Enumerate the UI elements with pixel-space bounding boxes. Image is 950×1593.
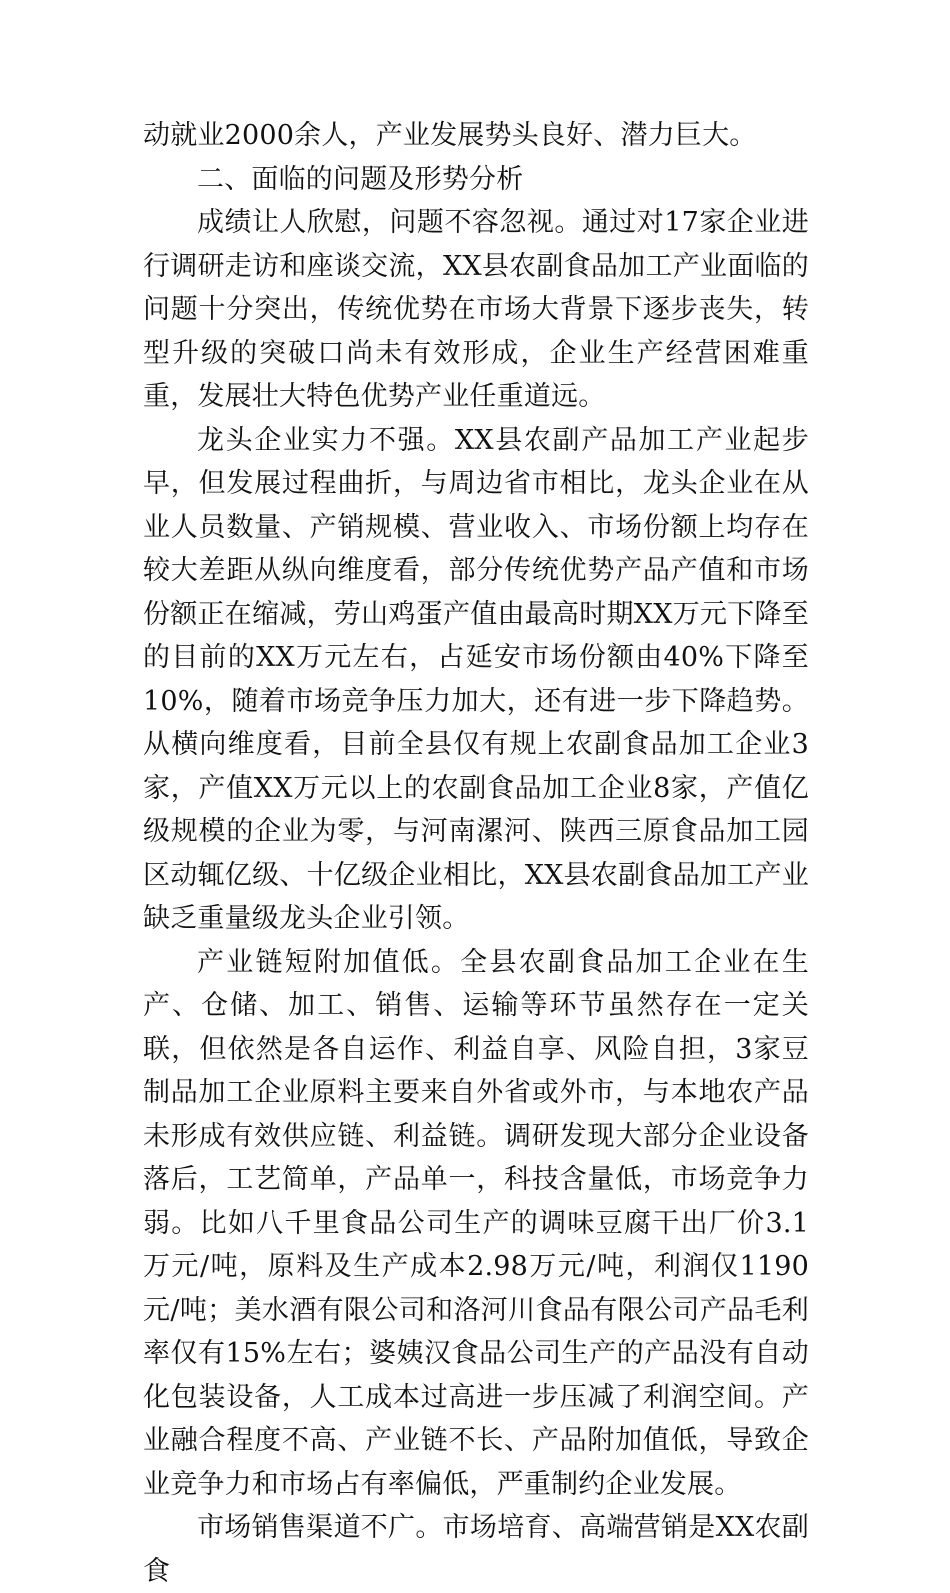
paragraph-industry-chain: 产业链短附加值低。全县农副食品加工企业在生产、仓储、加工、销售、运输等环节虽然存在一定关联，但依然是各自运作、利益自享、风险自担，3家豆制品加工企业原料主要来自外省或外市，与本地农产品未形成有效供应链、利益链。调研发现大部分企业设备落后，工艺简单，产品单一，科技含量低，市场竞争力弱。比如八千里食品公司生产的调味豆腐干出厂价3.1万元/吨，原料及生产成本2.98万元/吨，利润仅1190元/吨；美水酒有限公司和洛河川食品有限公司产品毛利率仅有15%左右；婆姨汉食品公司生产的产品没有自动化包装设备，人工成本过高进一步压减了利润空间。产业融合程度不高、产业链不长、产品附加值低，导致企业竞争力和市场占有率偏低，严重制约企业发展。 [143, 946, 809, 1500]
section-heading-problems: 二、面临的问题及形势分析 [197, 163, 524, 195]
paragraph-overview: 成绩让人欣慰，问题不容忽视。通过对17家企业进行调研走访和座谈交流，XX县农副食品加工产业面临的问题十分突出，传统优势在市场大背景下逐步丧失，转型升级的突破口尚未有效形成，企业生产经营困难重重，发展壮大特色优势产业任重道远。 [143, 207, 809, 412]
paragraph-employment-summary: 动就业2000余人，产业发展势头良好、潜力巨大。 [143, 120, 757, 151]
paragraph-leading-enterprises: 龙头企业实力不强。XX县农副产品加工产业起步早，但发展过程曲折，与周边省市相比，龙头企业在从业人员数量、产销规模、营业收入、市场份额上均存在较大差距从纵向维度看，部分传统优势产品产值和市场份额正在缩减，劳山鸡蛋产值由最高时期XX万元下降至的目前的XX万元左右，占延安市场份额由40%下降至10%，随着市场竞争压力加大，还有进一步下降趋势。从横向维度看，目前全县仅有规上农副食品加工企业3家，产值XX万元以上的农副食品加工企业8家，产值亿级规模的企业为零，与河南漯河、陕西三原食品加工园区动辄亿级、十亿级企业相比，XX县农副食品加工产业缺乏重量级龙头企业引领。 [143, 424, 809, 934]
document-body [143, 114, 809, 1593]
paragraph-sales-channels: 市场销售渠道不广。市场培育、高端营销是XX农副食 [143, 1512, 809, 1587]
